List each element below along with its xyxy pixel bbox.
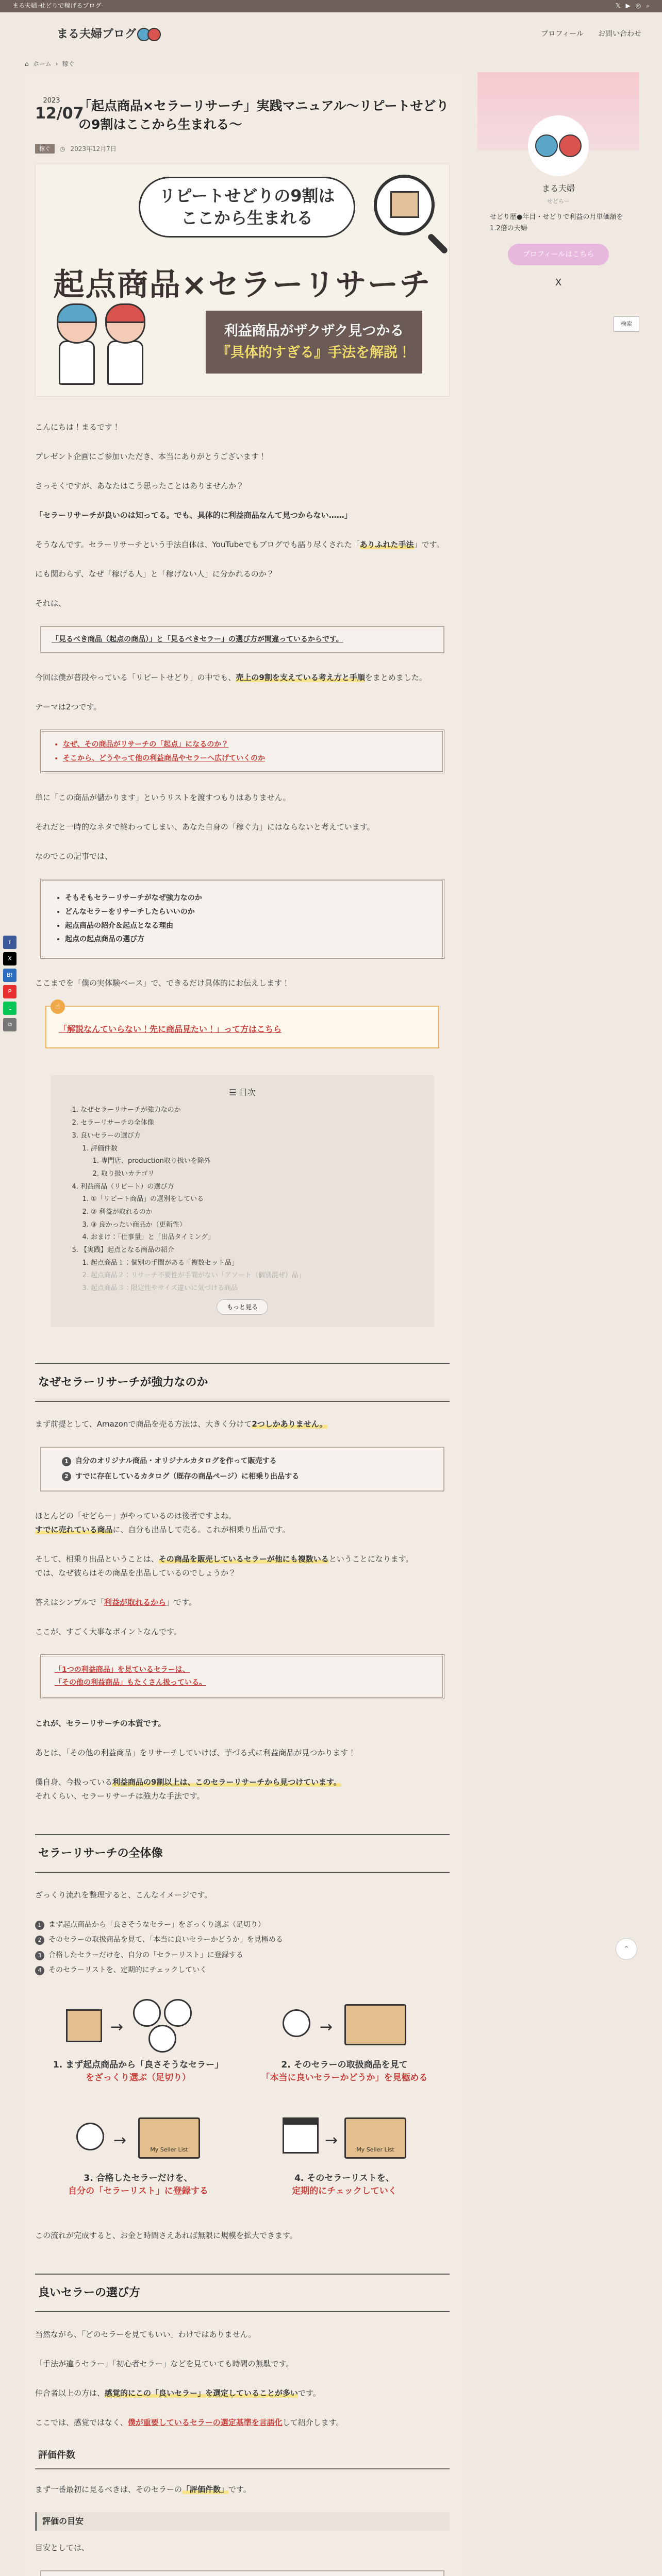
list-icon: ☰: [229, 1087, 239, 1097]
instagram-icon[interactable]: ◎: [635, 2, 641, 10]
date-box: [35, 97, 84, 123]
toc-item[interactable]: ①「リピート商品」の選別をしている: [91, 1195, 204, 1204]
eyecatch-bubble: リピートせどりの9割は ここから生まれる: [139, 177, 355, 238]
paragraph: ほとんどの「せどらー」がやっているのは後者ですよね。: [35, 1511, 237, 1521]
toc-item[interactable]: 起点商品１：個別の手間がある「複数セット品」: [91, 1259, 239, 1267]
x-icon[interactable]: 𝕏: [615, 2, 621, 10]
paragraph: 僕自身、今扱っている利益商品の9割以上は、このセラーリサーチから見つけています。: [35, 1777, 341, 1787]
flow-illustration: [35, 1994, 450, 2215]
category-badge[interactable]: 稼ぐ: [35, 144, 55, 154]
paragraph: 答えはシンプルで「利益が取れるから」です。: [35, 1598, 196, 1607]
folder-icon: My Seller List: [344, 2117, 406, 2159]
breadcrumb-home[interactable]: ホーム: [32, 60, 52, 68]
hatena-icon[interactable]: B!: [3, 969, 16, 982]
person-icon: [133, 1999, 161, 2027]
toc-item[interactable]: 【実践】起点となる商品の紹介: [80, 1246, 175, 1254]
subsection-heading: 評価件数: [35, 2445, 450, 2469]
post-month-day: 12/07: [35, 104, 84, 123]
site-header: [0, 12, 662, 57]
person-icon: [148, 2025, 176, 2053]
paragraph: にも関わらず、なぜ「稼げる人」と「稼げない人」に分かれるのか？: [35, 569, 274, 579]
chevron-right-icon: ›: [55, 60, 58, 68]
paragraph: プレゼント企画にご参加いただき、本当にありがとうございます！: [35, 452, 267, 462]
sidebar: [477, 72, 639, 327]
paragraph: 当然ながら、「どのセラーを見てもいい」わけではありません。: [35, 2330, 256, 2340]
profile-description: せどり歴●年目・せどりで利益の月単価額を1.2倍の夫婦: [490, 213, 623, 232]
list-item: 2 すでに存在しているカタログ（既存の商品ページ）に相乗り出品する: [62, 1469, 433, 1484]
paragraph: まず前提として、Amazonで商品を売る方法は、大きく分けて2つしかありません。: [35, 1419, 327, 1429]
toc-item[interactable]: なぜセラーリサーチが強力なのか: [80, 1106, 181, 1114]
copy-icon[interactable]: ⧉: [3, 1018, 16, 1031]
paragraph: さっそくですが、あなたはこう思ったことはありませんか？: [35, 481, 244, 491]
article-content: [35, 420, 450, 2576]
person-icon: [76, 2123, 104, 2150]
step-3: → My Seller List 3. 合格したセラーだけを、 自分の「セラーリスト」に登録する: [45, 2107, 231, 2198]
x-icon[interactable]: X: [555, 277, 562, 288]
article-main: [23, 72, 462, 2576]
toc-item[interactable]: 起点商品２：リサーチ不要性が手間がない「アソート（個別混ぜ）品」: [91, 1272, 305, 1280]
character-man-icon: [54, 303, 100, 390]
page-title: 「起点商品×セラーリサーチ」実践マニュアル〜リピートせどりの9割はここから生まれる〜: [78, 98, 449, 132]
toc-item[interactable]: 起点商品３：限定性やサイズ違いに気づける商品: [91, 1284, 238, 1293]
paragraph: 今回は僕が普段やっている「リピートせどり」の中でも、売上の9割を支えている考え方と手順をまとめました。: [35, 673, 427, 683]
list-item: • 起点の起点商品の選び方: [65, 933, 430, 946]
toc-item[interactable]: 専門店、production取り扱いを除外: [101, 1157, 211, 1165]
eyecatch-sub2: 『具体的すぎる』手法を解説！: [217, 345, 411, 361]
paragraph: 単に「この商品が儲かります」というリストを渡すつもりはありません。: [35, 793, 291, 803]
eyecatch-subtitle: [206, 311, 422, 374]
box-icon: [390, 191, 419, 218]
profile-role: せどらー: [547, 197, 570, 205]
top-notice-bar: [0, 0, 662, 12]
character-woman-icon: [103, 303, 148, 390]
person-icon: [164, 1999, 192, 2027]
nav-profile[interactable]: プロフィール: [541, 30, 584, 39]
paragraph: テーマは2つです。: [35, 702, 102, 712]
paragraph: そして、相乗り出品ということは、その商品を販売しているセラーが他にも複数いるということになります。: [35, 1554, 413, 1564]
paragraph: こんにちは！まるです！: [35, 422, 120, 432]
paragraph: この流れが完成すると、お金と時間さえあれば無限に規模を拡大できます。: [35, 2230, 297, 2240]
paragraph: では、なぜ彼らはその商品を出品しているのでしょうか？: [35, 1568, 237, 1578]
paragraph: ここでは、感覚ではなく、僕が重要しているセラーの選定基準を言語化して紹介します。: [35, 2418, 344, 2428]
profile-button[interactable]: プロフィールはこちら: [508, 244, 609, 265]
search-icon[interactable]: ⌕: [646, 2, 650, 10]
calendar-icon: [283, 2117, 319, 2154]
x-icon[interactable]: X: [3, 952, 16, 965]
post-date: 2023年12月7日: [70, 145, 117, 152]
folder-icon: My Seller List: [138, 2117, 200, 2159]
paragraph: ここが、すごく大事なポイントなんです。: [35, 1627, 181, 1637]
step-caption: 2. そのセラーの取扱商品を見て 「本当に良いセラーかどうか」を見極める: [261, 2059, 428, 2083]
pocket-icon[interactable]: P: [3, 985, 16, 998]
paragraph: そうなんです。セラーリサーチという手法自体は、YouTubeでもブログでも語り尽くされた「ありふれた手法」です。: [35, 540, 444, 550]
toc-item[interactable]: ② 利益が取れるのか: [91, 1208, 153, 1216]
list-item: 4 そのセラーリストを、定期的にチェックしていく: [35, 1963, 450, 1978]
toc-item[interactable]: 評価件数: [91, 1144, 118, 1153]
paragraph: それは、: [35, 599, 67, 608]
section-heading: 良いセラーの選び方: [35, 2274, 450, 2313]
ways-box: [40, 1447, 444, 1492]
global-nav: [541, 28, 641, 41]
section-heading: セラーリサーチの全体像: [35, 1834, 450, 1873]
toc-item[interactable]: 良いセラーの選び方: [80, 1131, 141, 1140]
cta-box: [45, 1002, 439, 1048]
toc-item[interactable]: おまけ：「仕事量」と「出品タイミング」: [91, 1233, 214, 1242]
toc-item[interactable]: セラーリサーチの全体像: [80, 1119, 154, 1127]
breadcrumb-category[interactable]: 稼ぐ: [62, 60, 75, 68]
paragraph: これが、セラーリサーチの本質です。: [35, 1718, 166, 1728]
paragraph: それだと一時的なネタで終わってしまい、あなた自身の「稼ぐ力」にはならないと考えています。: [35, 822, 375, 832]
step-caption: 3. 合格したセラーだけを、 自分の「セラーリスト」に登録する: [68, 2173, 208, 2197]
minor-heading: 評価の目安: [35, 2512, 450, 2531]
summary-box: [40, 879, 444, 958]
nav-contact[interactable]: お問い合わせ: [598, 30, 641, 39]
clock-icon: ◷: [60, 145, 65, 152]
essence-box: 「1つの利益商品」を見ているセラーは、 「その他の利益商品」もたくさん扱っている。: [40, 1654, 444, 1699]
list-item: • なぜ、その商品がリサーチの「起点」になるのか？: [63, 738, 432, 752]
notice-text: まる夫婦-せどりで稼げるブログ-: [12, 2, 104, 10]
paragraph: ざっくり流れを整理すると、こんなイメージです。: [35, 1890, 212, 1900]
home-icon: ⌂: [25, 60, 29, 68]
avatar: [528, 115, 589, 176]
page-wrap: [0, 57, 662, 2552]
facebook-icon[interactable]: f: [3, 936, 16, 949]
youtube-icon[interactable]: ▶: [625, 2, 631, 10]
step-caption: 1. まず起点商品から「良さそうなセラー」 をざっくり選ぶ（足切り）: [53, 2059, 224, 2083]
top-icons: [616, 1, 650, 12]
site-logo[interactable]: [57, 24, 161, 45]
table-of-contents: [51, 1075, 434, 1327]
toc-item[interactable]: ③ 良かったい商品か（更新性）: [91, 1221, 186, 1229]
paragraph: 「セラーリサーチが良いのは知ってる。でも、具体的に利益商品なんて見つからない……」: [35, 511, 352, 520]
box-icon: [66, 2009, 102, 2042]
list-item: 3 合格したセラーだけを、自分の「セラーリスト」に登録する: [35, 1948, 450, 1963]
paragraph: それくらい、セラーリサーチは強力な手法です。: [35, 1791, 205, 1801]
paragraph: すでに売れている商品に、自分も出品して売る。これが相乗り出品です。: [35, 1525, 290, 1535]
list-item: • そこから、どうやって他の利益商品やセラーへ広げていくのか: [63, 752, 432, 766]
paragraph: なのでこの記事では、: [35, 852, 113, 861]
step-2: → 2. そのセラーの取扱商品を見て 「本当に良いセラーかどうか」を見極める: [252, 1994, 437, 2085]
list-item: • 起点商品の紹介＆起点となる理由: [65, 919, 430, 933]
logo-faces-icon: [140, 28, 161, 41]
checklist-box: [40, 2570, 444, 2576]
line-icon[interactable]: L: [3, 1002, 16, 1015]
step-1: → 1. まず起点商品から「良さそうなセラー」 をざっくり選ぶ（足切り）: [45, 1994, 231, 2085]
step-caption: 4. そのセラーリストを、 定期的にチェックしていく: [292, 2173, 397, 2197]
steps-list: [35, 1918, 450, 1978]
list-item: • そもそもセラーリサーチがなぜ強力なのか: [65, 891, 430, 905]
profile-name: まる夫婦: [541, 183, 575, 193]
list-item: • どんなセラーをリサーチしたらいいのか: [65, 905, 430, 919]
folder-icon: [344, 2004, 406, 2045]
page-top-button[interactable]: ⌃: [616, 1938, 637, 1960]
list-item: 2 そのセラーの取扱商品を見て、「本当に良いセラーかどうか」を見極める: [35, 1933, 450, 1947]
toc-item[interactable]: 利益商品（リピート）の選び方: [80, 1182, 174, 1191]
eyecatch-sub1: 利益商品がザクザク見つかる: [224, 323, 404, 340]
logo-text: まる夫婦ブログ: [57, 28, 137, 41]
paragraph: あとは、「その他の利益商品」をリサーチしていけば、芋づる式に利益商品が見つかります！: [35, 1748, 356, 1757]
paragraph: まず一番最初に見るべきは、そのセラーの「評価件数」です。: [35, 2484, 251, 2494]
list-item: 1 自分のオリジナル商品・オリジナルカタログを作って販売する: [62, 1454, 433, 1469]
highlight-box: 「見るべき商品（起点の商品）」と「見るべきセラー」の選び方が間違っているからです。: [40, 626, 444, 653]
eyecatch-title: 起点商品×セラーリサーチ: [53, 267, 432, 303]
post-header: [35, 97, 450, 134]
eyecatch-image: [35, 164, 450, 397]
paragraph: ここまでを「僕の実体験ベース」で、できるだけ具体的にお伝えします！: [35, 978, 290, 988]
toc-item[interactable]: 取り扱いカテゴリ: [101, 1170, 155, 1178]
paragraph: 「手法が違うセラー」「初心者セラー」などを見ていても時間の無駄です。: [35, 2359, 294, 2369]
share-buttons: [3, 936, 16, 1031]
paragraph: 目安としては、: [35, 2543, 90, 2552]
pointer-icon: ☝: [51, 999, 65, 1014]
section-heading: なぜセラーリサーチが強力なのか: [35, 1363, 450, 1402]
paragraph: 仲合者以上の方は、感覚的にこの「良いセラー」を選定していることが多いです。: [35, 2388, 321, 2398]
breadcrumb: [0, 57, 662, 72]
list-item: 1 まず起点商品から「良さそうなセラー」をざっくり選ぶ（足切り）: [35, 1918, 450, 1933]
theme-box: [40, 730, 444, 773]
post-meta: [35, 144, 450, 155]
cta-link[interactable]: 「解説なんていらない！先に商品見たい！」って方はこちら: [59, 1024, 282, 1034]
post-year: 2023: [43, 97, 60, 105]
person-icon: [283, 2009, 310, 2037]
step-4: → My Seller List 4. そのセラーリストを、 定期的にチェックしていく: [252, 2107, 437, 2198]
toc-title: ☰ 目次: [229, 1087, 256, 1097]
profile-card: [477, 72, 639, 301]
search-button[interactable]: 検索: [614, 316, 639, 332]
toc-more-button[interactable]: もっと見る: [217, 1299, 268, 1315]
